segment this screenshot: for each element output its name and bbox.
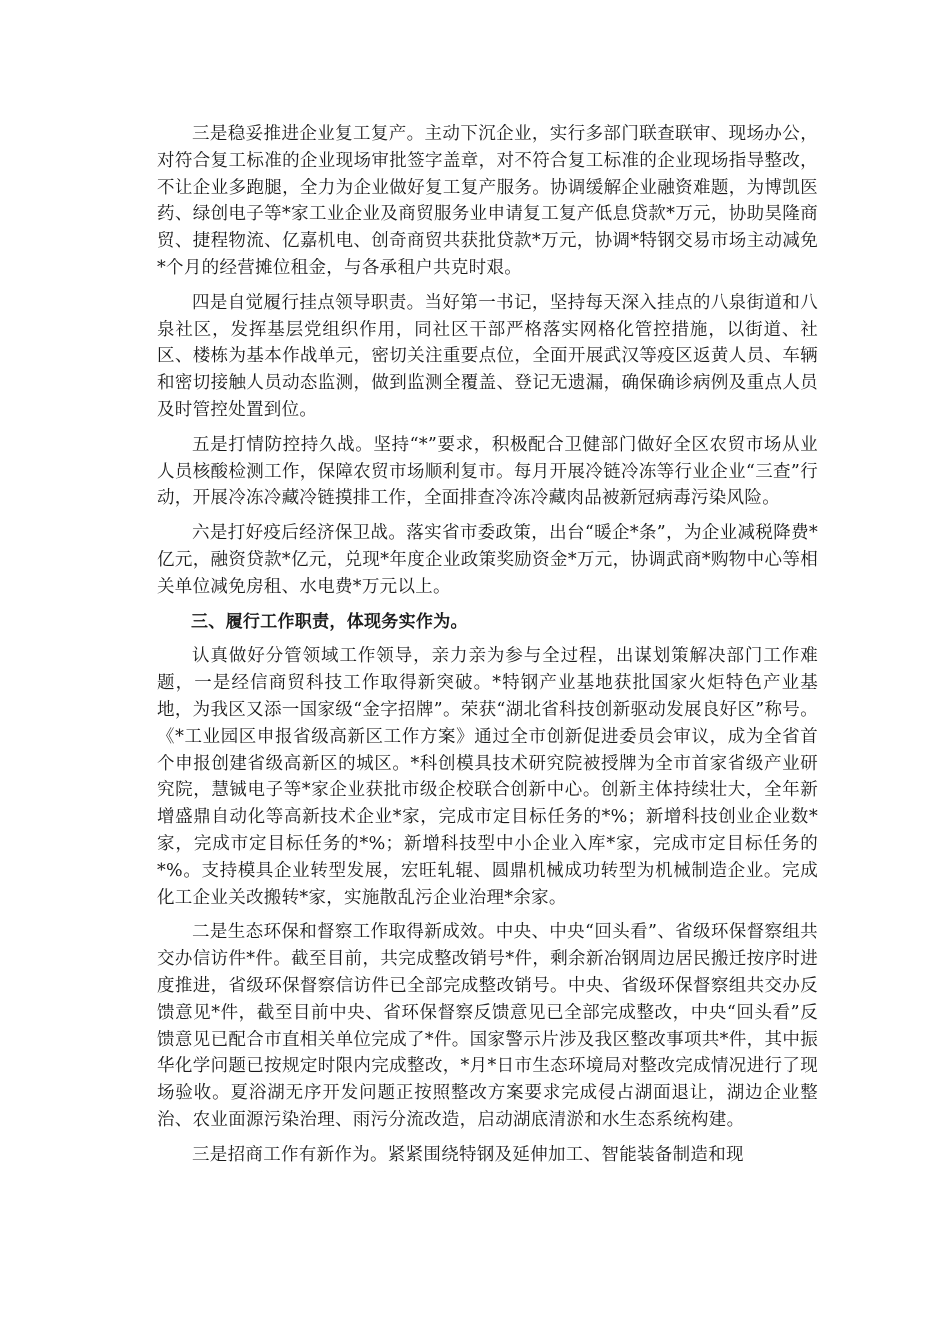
paragraph-liaison-duty: 四是自觉履行挂点领导职责。当好第一书记，坚持每天深入挂点的八泉街道和八泉社区，发挥基层党组织作用，同社区干部严格落实网格化管控措施，以街道、社区、楼栋为基本作战单元，密切关注重要点位，全面开展武汉等疫区返黄人员、车辆和密切接触人员动态监测，做到监测全覆盖、登记无遗漏，确保确诊病例及重点人员及时管控处置到位。 — [157, 292, 818, 420]
paragraph-environment: 二是生态环保和督察工作取得新成效。中央、中央“回头看”、省级环保督察组共交办信访件*件。截至目前，共完成整改销号*件，剩余新冶钢周边居民搬迁按序时进度推进，省级环保督察信访件已全部完成整改销号。中央、省级环保督察组共交办反馈意见*件，截至目前中央、省环保督察反馈意见已全部完成整改，中央“回头看”反馈意见已配合市直相关单位完成了*件。国家警示片涉及我区整改事项共*件，其中振华化学问题已按规定时限内完成整改，*月*日市生态环境局对整改完成情况进行了现场验收。夏浴湖无序开发问题正按照整改方案要求完成侵占湖面退让，湖边企业整治、农业面源污染治理、雨污分流改造，启动湖底清淤和水生态系统构建。 — [157, 922, 818, 1130]
paragraph-enterprise-resumption: 三是稳妥推进企业复工复产。主动下沉企业，实行多部门联查联审、现场办公，对符合复工标准的企业现场审批签字盖章，对不符合复工标准的企业现场指导整改，不让企业多跑腿，全力为企业做好复工复产服务。协调缓解企业融资难题，为博凯医药、绿创电子等*家工业企业及商贸服务业申请复工复产低息贷款*万元，协助昊隆商贸、捷程物流、亿嘉机电、创奇商贸共获批贷款*万元，协调*特钢交易市场主动减免*个月的经营摊位租金，与各承租户共克时艰。 — [157, 124, 818, 278]
paragraph-economic-defense: 六是打好疫后经济保卫战。落实省市委政策，出台“暖企*条”，为企业减税降费*亿元，融资贷款*亿元，兑现*年度企业政策奖励资金*万元，协调武商*购物中心等相关单位减免房租、水电费*万元以上。 — [157, 523, 818, 597]
paragraph-epidemic-prevention: 五是打情防控持久战。坚持“*”要求，积极配合卫健部门做好全区农贸市场从业人员核酸检测工作，保障农贸市场顺利复市。每月开展冷链冷冻等行业企业“三查”行动，开展冷冻冷藏冷链摸排工作，全面排查冷冻冷藏肉品被新冠病毒污染风险。 — [157, 434, 818, 509]
paragraph-investment: 三是招商工作有新作为。紧紧围绕特钢及延伸加工、智能装备制造和现 — [192, 1144, 744, 1165]
document-page — [157, 121, 818, 1176]
paragraph-economy-tech: 认真做好分管领域工作领导，亲力亲为参与全过程，出谋划策解决部门工作难题，一是经信商贸科技工作取得新突破。*特钢产业基地获批国家火炬特色产业基地，为我区又添一国家级“金字招牌”。荣获“湖北省科技创新驱动发展良好区”称号。《*工业园区申报省级高新区工作方案》通过全市创新促进委员会审议，成为全省首个申报创建省级高新区的城区。*科创模具技术研究院被授牌为全市首家省级产业研究院，慧铖电子等*家企业获批市级企校联合创新中心。创新主体持续壮大，全年新增盛鼎自动化等高新技术企业*家，完成市定目标任务的*%；新增科技创业企业数*家，完成市定目标任务的*%；新增科技型中小企业入库*家，完成市定目标任务的*%。支持模具企业转型发展，宏旺轧辊、圆鼎机械成功转型为机械制造企业。完成化工企业关改搬转*家，实施散乱污企业治理*余家。 — [157, 646, 818, 908]
section-heading: 三、履行工作职责，体现务实作为。 — [191, 611, 468, 632]
